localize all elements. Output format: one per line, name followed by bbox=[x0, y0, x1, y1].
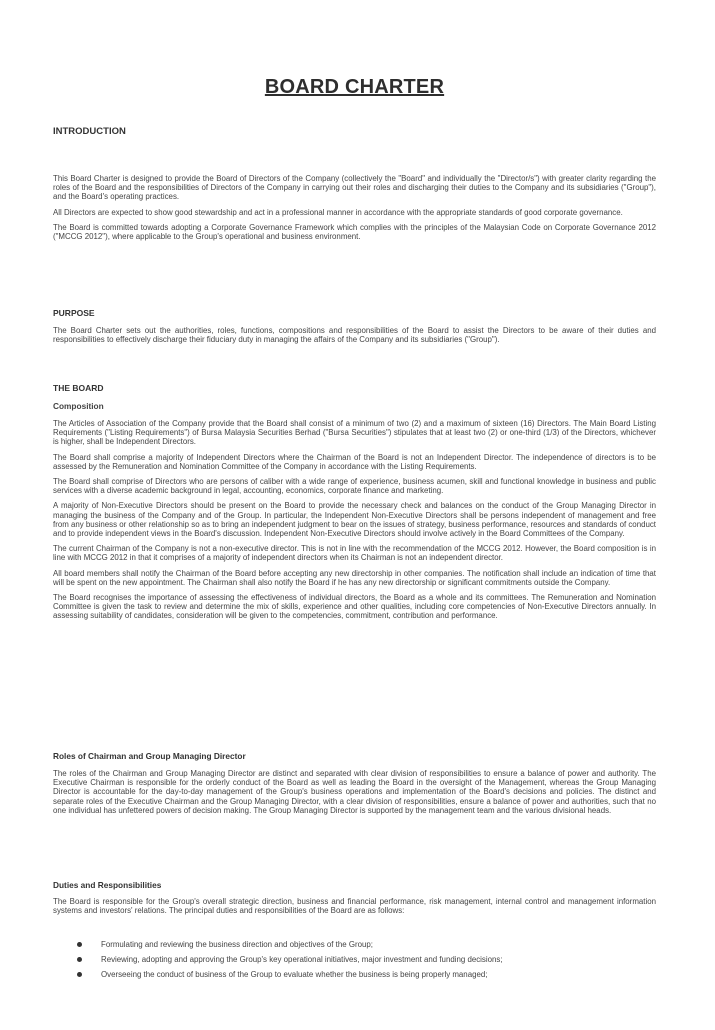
list-item bbox=[53, 970, 656, 979]
paragraph: All Directors are expected to show good stewardship and act in a professional manner in accordance with the appropriate standards of good corporate governance. bbox=[53, 207, 623, 217]
roles-heading: Roles of Chairman and Group Managing Director bbox=[53, 751, 246, 761]
list-item-text: Formulating and reviewing the business direction and objectives of the Group; bbox=[101, 940, 373, 949]
paragraph: The current Chairman of the Company is not a non-executive director. This is not in line with the recommendation of the MCCG 2012. However, the Board composition is in line with MCCG 2012 in that it comprises of a majority of independent directors when its Chairman is not an independent director. bbox=[53, 544, 656, 563]
duties-heading: Duties and Responsibilities bbox=[53, 880, 162, 890]
paragraph: The Board is responsible for the Group's overall strategic direction, business and financial performance, risk management, internal control and management information systems and investors' relations. The principal duties and responsibilities of the Board are as follows: bbox=[53, 897, 656, 916]
list-item-text: Reviewing, adopting and approving the Group's key operational initiatives, major investment and funding decisions; bbox=[101, 955, 503, 965]
introduction-heading: INTRODUCTION bbox=[53, 126, 126, 137]
paragraph: All board members shall notify the Chairman of the Board before accepting any new directorship in other companies. The notification shall include an indication of time that will be spent on the new appointment. The Chairman shall also notify the Board if he has any new directorship or significant commitments outside the Company. bbox=[53, 568, 656, 587]
list-item bbox=[53, 940, 656, 949]
purpose-heading: PURPOSE bbox=[53, 308, 95, 318]
paragraph: The Board is committed towards adopting a Corporate Governance Framework which complies with the principles of the Malaysian Code on Corporate Governance 2012 ("MCCG 2012"), where applicable to the Group's operational and business environment. bbox=[53, 222, 656, 242]
bullet-icon bbox=[77, 972, 82, 977]
bullet-icon bbox=[77, 942, 82, 947]
duties-body bbox=[53, 897, 656, 921]
purpose-body bbox=[53, 326, 656, 350]
paragraph: The Board Charter sets out the authorities, roles, functions, compositions and responsibilities of the Board to assist the Directors to be aware of their duties and responsibilities to effectively discharge their fiduciary duty in managing the affairs of the Company and its subsidiaries ("Group"). bbox=[53, 326, 656, 345]
document-title: BOARD CHARTER bbox=[264, 76, 445, 98]
introduction-body bbox=[53, 174, 656, 247]
duties-bullet-list bbox=[53, 940, 656, 986]
paragraph: The Board shall comprise a majority of Independent Directors where the Chairman of the Board is not an Independent Director. The independence of directors is to be assessed by the Remuneration and Nomination Committee of the Company in accordance with the Listing Requirements. bbox=[53, 452, 656, 471]
paragraph: The Board recognises the importance of assessing the effectiveness of individual directors, the Board as a whole and its committees. The Remuneration and Nomination Committee is given the task to review and determine the mix of skills, experience and other qualities, including core competencies of Non-Executive Directors annually. In assessing suitability of candidates, consideration will be given to the competencies, commitment, contribution and performance. bbox=[53, 593, 656, 621]
paragraph: A majority of Non-Executive Directors should be present on the Board to provide the necessary check and balances on the conduct of the Group Managing Director in managing the business of the Company and of the Group. In particular, the Independent Non-Executive Directors shall be persons independent of management and free from any business or other relationship so as to bring an independent judgment to bear on the issues of strategy, business performance, resources and standards of conduct and to provide independent views in the Board's discussion. Independent Non-Executive Directors should involve actively in the Board Committees of the Company. bbox=[53, 501, 656, 539]
roles-body bbox=[53, 769, 656, 821]
the-board-body bbox=[53, 419, 656, 627]
list-item bbox=[53, 955, 656, 964]
bullet-icon bbox=[77, 957, 82, 962]
paragraph: The roles of the Chairman and Group Managing Director are distinct and separated with clear division of responsibilities to ensure a balance of power and authority. The Executive Chairman is responsible for the orderly conduct of the Board as well as leading the Board in the oversight of the Management, whereas the Group Managing Director is accountable for the day-to-day management of the Group's business operations and implementation of the Board's decisions and policies. The distinct and separate roles of the Executive Chairman and the Group Managing Director, with a clear division of responsibilities, ensure a balance of power and authorities, such that no one individual has unfettered powers of decision making. The Group Managing Director is supported by the management team and the various divisional heads. bbox=[53, 769, 656, 815]
the-board-heading: THE BOARD bbox=[53, 383, 104, 393]
paragraph: The Articles of Association of the Company provide that the Board shall consist of a minimum of two (2) and a maximum of sixteen (16) Directors. The Main Board Listing Requirements ("Listing Requirements") of Bursa Malaysia Securities Berhad ("Bursa Securities") stipulates that at least two (2) or one-third (1/3) of the Directors, whichever is higher, shall be Independent Directors. bbox=[53, 419, 656, 447]
composition-subheading: Composition bbox=[53, 401, 104, 411]
paragraph: This Board Charter is designed to provide the Board of Directors of the Company (collectively the "Board" and individually the "Director/s") with greater clarity regarding the roles of the Board and the responsibilities of Directors of the Company in carrying out their roles and discharging their duties to the Company and its subsidiaries ("Group"), and the Board's operating practices. bbox=[53, 174, 656, 202]
list-item-text: Overseeing the conduct of business of the Group to evaluate whether the business is being properly managed; bbox=[101, 970, 488, 980]
paragraph: The Board shall comprise of Directors who are persons of caliber with a wide range of experience, business acumen, skill and functional knowledge in business and public services with a diverse academic background in legal, accounting, economics, corporate finance and marketing. bbox=[53, 477, 656, 496]
